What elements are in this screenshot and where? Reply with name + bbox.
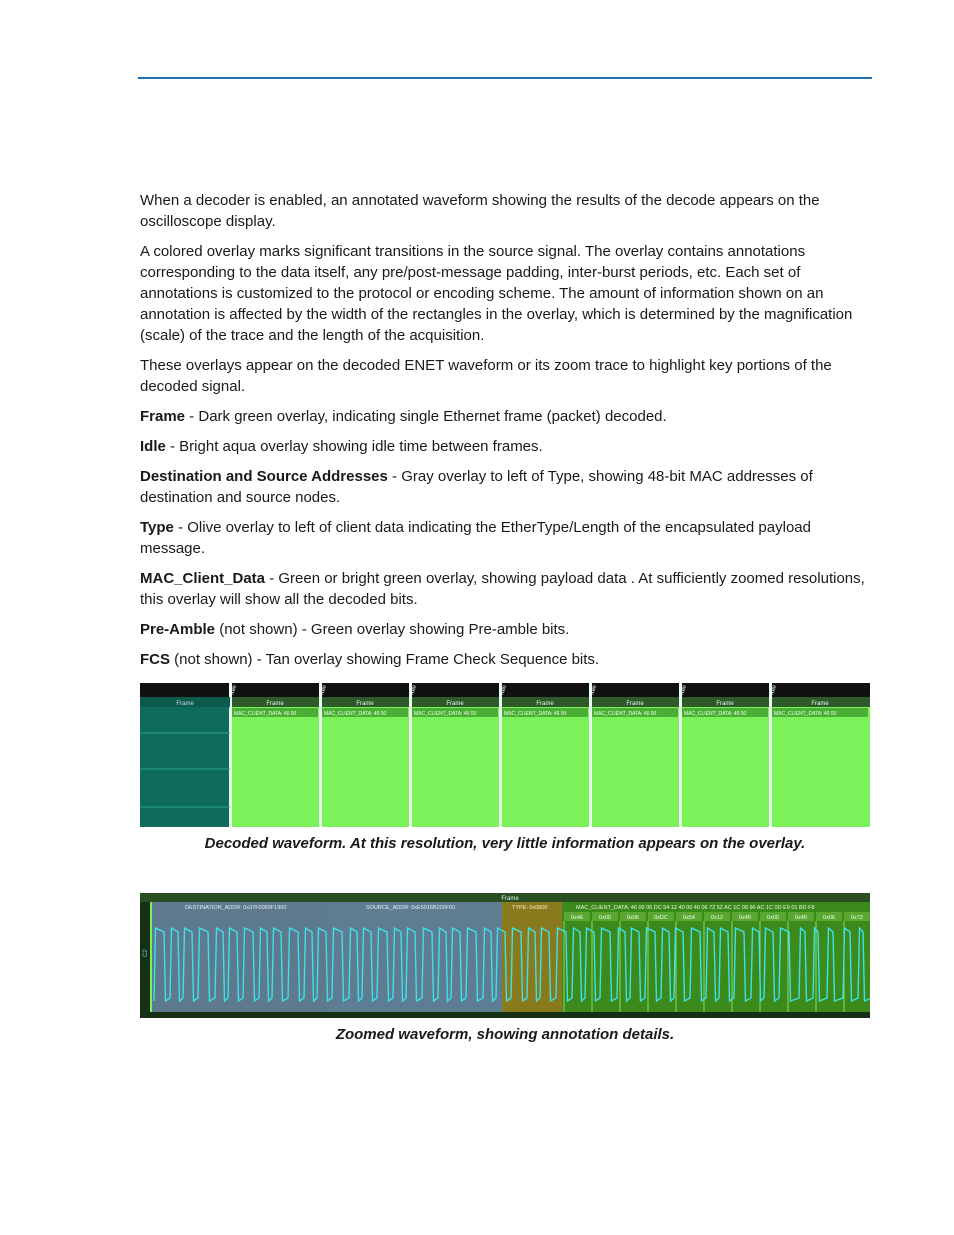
fig1-idle-label: Idle (499, 684, 509, 696)
desc-preamble: (not shown) - Green overlay showing Pre-amble bits. (215, 621, 570, 638)
fig1-idle-marker (499, 683, 502, 827)
decoded-waveform-figure (140, 683, 870, 827)
definition-fcs (140, 649, 870, 670)
fig1-idle-marker (409, 683, 412, 827)
fig2-byte-label: 0x72 (851, 915, 863, 921)
fig1-client-label: MAC_CLIENT_DATA: 46 00 (234, 711, 297, 717)
fig1-frame-label: Frame (626, 701, 644, 707)
decoded-waveform-image (140, 683, 870, 827)
fig2-byte-label: 0x54 (683, 915, 695, 921)
definition-frame (140, 406, 870, 427)
fig1-idle-marker (769, 683, 772, 827)
desc-fcs: (not shown) - Tan overlay showing Frame Check Sequence bits. (170, 651, 600, 668)
fig2-channel-label: C2 (143, 949, 149, 957)
definition-mac-client-data (140, 568, 870, 610)
desc-mac-client-data: - Green or bright green overlay, showing payload data . At sufficiently zoomed resolutions, this overlay will show all the decoded bits. (140, 570, 865, 608)
fig2-frame-label: Frame (501, 896, 519, 902)
fig1-idle-label: Idle (769, 684, 779, 696)
term-mac-client-data: MAC_Client_Data (140, 570, 266, 587)
fig1-frame-label: Frame (536, 701, 554, 707)
fig1-client-label: MAC_CLIENT_DATA: 46 00 (324, 711, 387, 717)
fig1-idle-label: Idle (679, 684, 689, 696)
paragraph-overlays-appear: These overlays appear on the decoded ENET waveform or its zoom trace to highlight key portions of the decoded signal. (140, 357, 832, 395)
fig1-client-label: MAC_CLIENT_DATA: 46 00 (414, 711, 477, 717)
fig1-frame-label: Frame (356, 701, 374, 707)
fig1-idle-label: Idle (319, 684, 329, 696)
fig2-byte-label: 0x06 (823, 915, 835, 921)
figure1-caption: Decoded waveform. At this resolution, very little information appears on the overlay. (204, 835, 806, 852)
body-text (140, 190, 870, 679)
definition-addresses (140, 466, 870, 508)
fig2-byte-label: 0x40 (739, 915, 751, 921)
fig1-client-label: MAC_CLIENT_DATA: 46 00 (504, 711, 567, 717)
figure2-caption: Zoomed waveform, showing annotation details. (335, 1026, 675, 1043)
term-preamble: Pre-Amble (140, 621, 216, 638)
zoomed-waveform-image (140, 893, 870, 1018)
paragraph-colored-overlay: A colored overlay marks significant transitions in the source signal. The overlay contains annotations corresponding to the data itself, any pre/post-message padding, inter-burst periods, etc. Each set of annotations is customized to the protocol or encoding scheme. The amount of information shown on an annotation is affected by the width of the rectangles in the overlay, which is determined by the magnification (scale) of the trace and the length of the acquisition. (140, 243, 853, 344)
fig2-byte-label: 0x46 (571, 915, 583, 921)
definition-type (140, 517, 870, 559)
paragraph-decoder-enabled: When a decoder is enabled, an annotated waveform showing the results of the decode appears on the oscilloscope display. (140, 192, 820, 230)
fig2-client-label: MAC_CLIENT_DATA: 46 00 06 DC 54 12 40 00 40 06 72 52 AC 1C 08 96 AC 1C 0D E9 01 BD F8 (576, 905, 815, 911)
definition-idle (140, 436, 870, 457)
fig1-client-label: MAC_CLIENT_DATA: 46 00 (594, 711, 657, 717)
fig1-idle-label: Idle (409, 684, 419, 696)
term-addresses: Destination and Source Addresses (140, 468, 388, 485)
header-rule (138, 77, 872, 79)
fig1-frame-label: Frame (716, 701, 734, 707)
fig1-idle-label: Idle (589, 684, 599, 696)
fig1-frame-label: Frame (266, 701, 284, 707)
fig2-byte-label: 0xDC (654, 915, 668, 921)
fig1-idle-marker (319, 683, 322, 827)
fig2-type-label: TYPE: 0x0800 (512, 905, 548, 911)
fig1-idle-marker (589, 683, 592, 827)
desc-frame: - Dark green overlay, indicating single Ethernet frame (packet) decoded. (185, 408, 667, 425)
fig1-frame-label: Frame (446, 701, 464, 707)
fig2-source-label: SOURCE_ADDR: 0xE5916B200F00 (366, 905, 456, 911)
fig1-first-frame-label: Frame (176, 701, 194, 707)
term-type: Type (140, 519, 174, 536)
zoomed-waveform-figure (140, 893, 870, 1018)
fig1-idle-marker (679, 683, 682, 827)
fig2-destination-label: DESTINATION_ADDR: 0x37F0060F1900 (185, 905, 287, 911)
fig2-byte-label: 0x00 (767, 915, 779, 921)
fig2-byte-label: 0x12 (711, 915, 723, 921)
fig1-idle-label: Idle (229, 684, 239, 696)
desc-idle: - Bright aqua overlay showing idle time between frames. (165, 438, 543, 455)
fig2-byte-label: 0x00 (599, 915, 611, 921)
term-frame: Frame (140, 408, 186, 425)
desc-type: - Olive overlay to left of client data indicating the EtherType/Length of the encapsulated payload message. (140, 519, 811, 557)
term-idle: Idle (140, 438, 166, 455)
definition-preamble (140, 619, 870, 640)
fig2-byte-label: 0x06 (627, 915, 639, 921)
fig1-client-label: MAC_CLIENT_DATA: 46 00 (684, 711, 747, 717)
desc-addresses: - Gray overlay to left of Type, showing 48-bit MAC addresses of destination and source nodes. (140, 468, 813, 506)
term-fcs: FCS (140, 651, 170, 668)
fig1-client-label: MAC_CLIENT_DATA: 46 00 (774, 711, 837, 717)
fig1-frame-label: Frame (811, 701, 829, 707)
fig2-byte-label: 0x40 (795, 915, 807, 921)
